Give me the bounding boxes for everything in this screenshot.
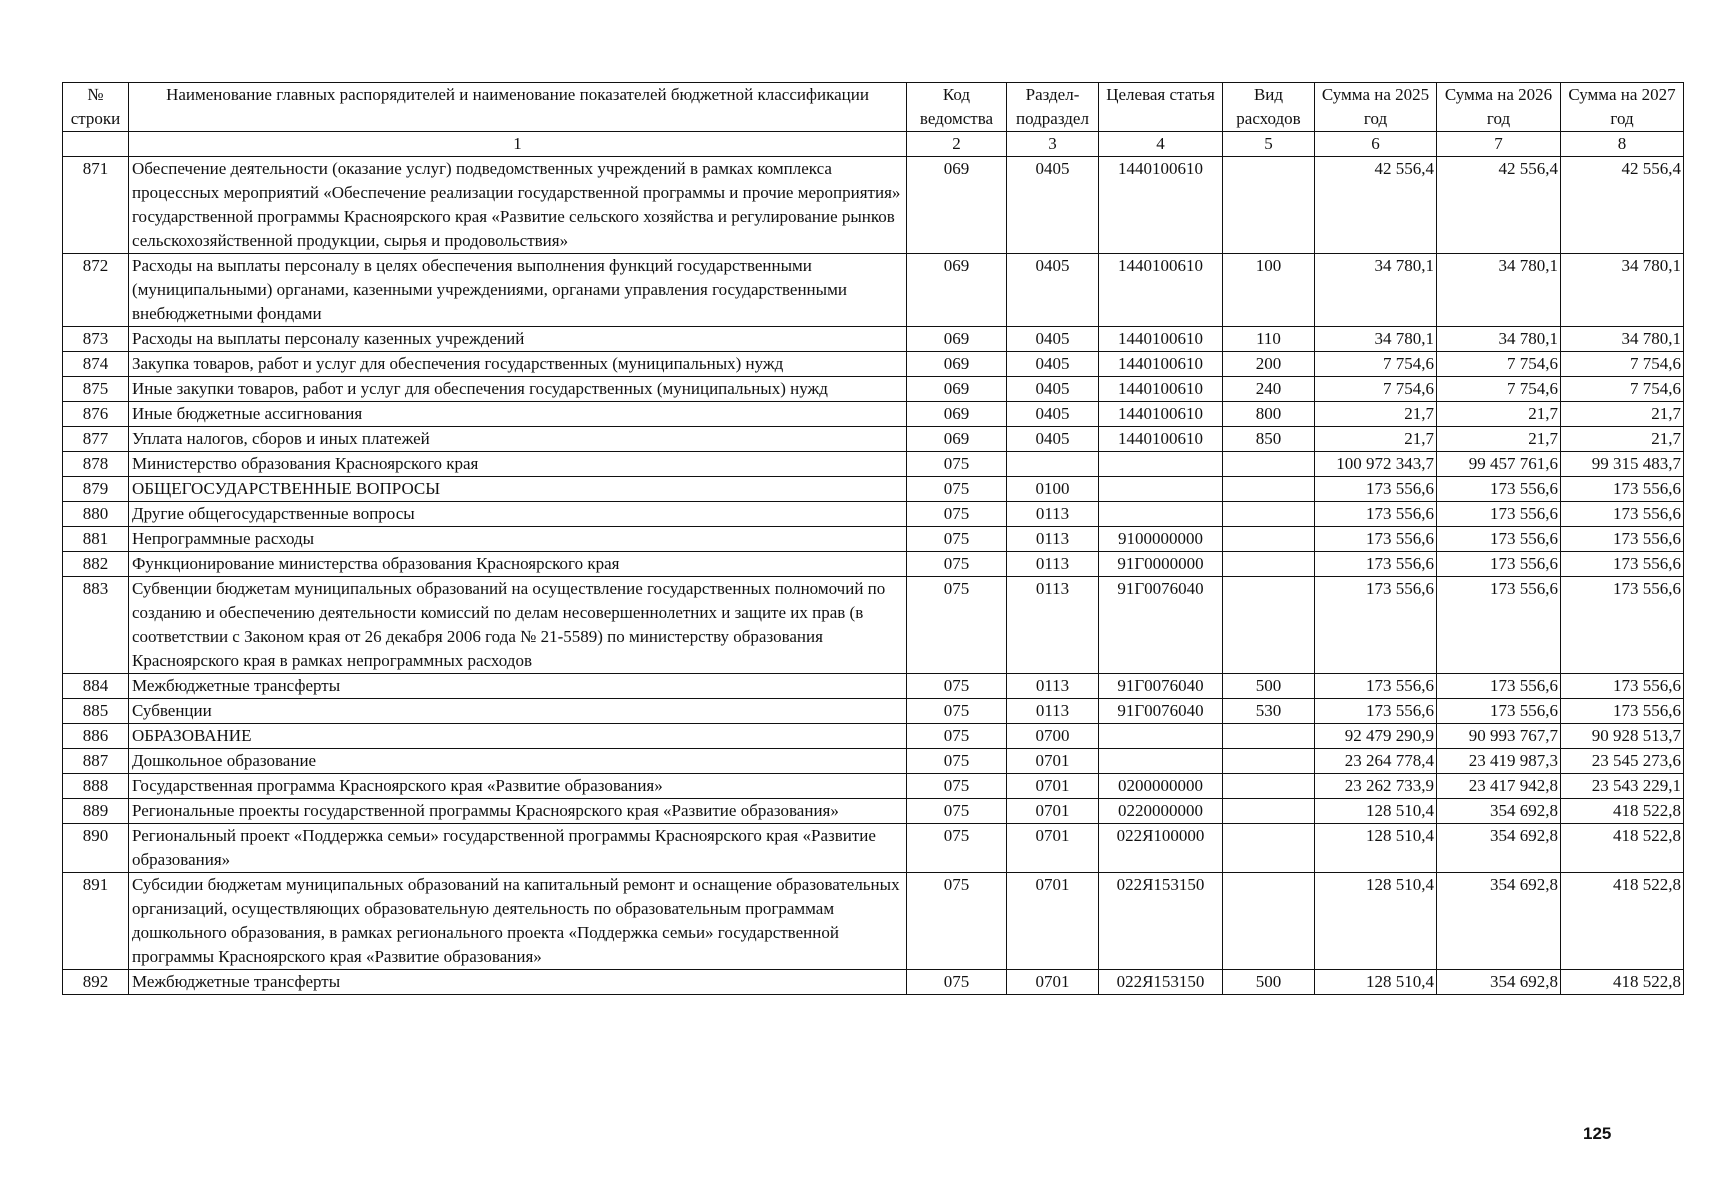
row-number: 871 [63, 157, 129, 254]
row-dept-code: 069 [907, 254, 1007, 327]
row-target-code: 1440100610 [1099, 427, 1223, 452]
row-dept-code: 075 [907, 799, 1007, 824]
row-section-code: 0701 [1007, 970, 1099, 995]
table-row [63, 527, 1684, 552]
row-sum-2026: 21,7 [1437, 402, 1561, 427]
row-sum-2026: 173 556,6 [1437, 699, 1561, 724]
row-sum-2027: 418 522,8 [1561, 799, 1684, 824]
row-sum-2026: 23 417 942,8 [1437, 774, 1561, 799]
row-section-code: 0405 [1007, 377, 1099, 402]
row-sum-2025: 173 556,6 [1315, 577, 1437, 674]
row-expense-type [1223, 527, 1315, 552]
row-name: ОБЩЕГОСУДАРСТВЕННЫЕ ВОПРОСЫ [129, 477, 907, 502]
row-expense-type [1223, 774, 1315, 799]
row-sum-2025: 100 972 343,7 [1315, 452, 1437, 477]
row-section-code: 0113 [1007, 527, 1099, 552]
row-sum-2025: 128 510,4 [1315, 873, 1437, 970]
table-row [63, 452, 1684, 477]
row-section-code [1007, 452, 1099, 477]
row-dept-code: 075 [907, 824, 1007, 873]
row-number: 884 [63, 674, 129, 699]
table-row [63, 749, 1684, 774]
row-expense-type: 500 [1223, 970, 1315, 995]
row-expense-type [1223, 552, 1315, 577]
column-index: 6 [1315, 132, 1437, 157]
row-expense-type: 200 [1223, 352, 1315, 377]
column-index: 4 [1099, 132, 1223, 157]
row-sum-2025: 173 556,6 [1315, 477, 1437, 502]
row-sum-2025: 173 556,6 [1315, 527, 1437, 552]
table-row [63, 502, 1684, 527]
row-name: Расходы на выплаты персоналу в целях обеспечения выполнения функций государственными (муниципальными) органами, казенными учреждениями, органами управления государственными внебюджетными фондами [129, 254, 907, 327]
budget-table-container [62, 82, 1683, 995]
row-sum-2026: 173 556,6 [1437, 527, 1561, 552]
row-dept-code: 075 [907, 724, 1007, 749]
row-name: Региональный проект «Поддержка семьи» государственной программы Красноярского края «Развитие образования» [129, 824, 907, 873]
row-target-code: 1440100610 [1099, 377, 1223, 402]
row-target-code: 1440100610 [1099, 402, 1223, 427]
row-dept-code: 069 [907, 327, 1007, 352]
row-sum-2025: 7 754,6 [1315, 377, 1437, 402]
row-sum-2026: 173 556,6 [1437, 477, 1561, 502]
row-number: 874 [63, 352, 129, 377]
row-name: Непрограммные расходы [129, 527, 907, 552]
row-section-code: 0113 [1007, 502, 1099, 527]
row-section-code: 0405 [1007, 254, 1099, 327]
row-sum-2025: 128 510,4 [1315, 824, 1437, 873]
header-target: Целевая статья [1099, 83, 1223, 132]
table-row [63, 327, 1684, 352]
row-sum-2026: 354 692,8 [1437, 799, 1561, 824]
row-dept-code: 075 [907, 674, 1007, 699]
table-row [63, 824, 1684, 873]
column-index-row [63, 132, 1684, 157]
row-section-code: 0113 [1007, 699, 1099, 724]
row-target-code: 1440100610 [1099, 352, 1223, 377]
row-sum-2025: 7 754,6 [1315, 352, 1437, 377]
row-number: 889 [63, 799, 129, 824]
row-sum-2026: 354 692,8 [1437, 824, 1561, 873]
row-section-code: 0405 [1007, 157, 1099, 254]
row-section-code: 0100 [1007, 477, 1099, 502]
row-section-code: 0113 [1007, 577, 1099, 674]
row-dept-code: 075 [907, 527, 1007, 552]
row-section-code: 0701 [1007, 799, 1099, 824]
row-expense-type: 800 [1223, 402, 1315, 427]
row-sum-2027: 23 545 273,6 [1561, 749, 1684, 774]
row-section-code: 0701 [1007, 824, 1099, 873]
table-row [63, 254, 1684, 327]
column-index: 2 [907, 132, 1007, 157]
row-name: Расходы на выплаты персоналу казенных учреждений [129, 327, 907, 352]
row-sum-2026: 173 556,6 [1437, 502, 1561, 527]
row-section-code: 0113 [1007, 552, 1099, 577]
row-number: 885 [63, 699, 129, 724]
row-name: Дошкольное образование [129, 749, 907, 774]
row-dept-code: 075 [907, 749, 1007, 774]
row-target-code [1099, 452, 1223, 477]
row-target-code: 1440100610 [1099, 157, 1223, 254]
header-dept: Код ведомства [907, 83, 1007, 132]
row-sum-2026: 7 754,6 [1437, 377, 1561, 402]
row-target-code [1099, 724, 1223, 749]
row-target-code [1099, 749, 1223, 774]
row-number: 890 [63, 824, 129, 873]
row-dept-code: 075 [907, 699, 1007, 724]
row-number: 876 [63, 402, 129, 427]
row-section-code: 0405 [1007, 327, 1099, 352]
row-expense-type [1223, 452, 1315, 477]
row-dept-code: 075 [907, 502, 1007, 527]
row-name: Функционирование министерства образования Красноярского края [129, 552, 907, 577]
row-sum-2025: 21,7 [1315, 402, 1437, 427]
column-index [63, 132, 129, 157]
row-expense-type [1223, 577, 1315, 674]
row-sum-2027: 99 315 483,7 [1561, 452, 1684, 477]
row-expense-type [1223, 477, 1315, 502]
row-sum-2026: 23 419 987,3 [1437, 749, 1561, 774]
row-sum-2027: 42 556,4 [1561, 157, 1684, 254]
row-expense-type: 850 [1223, 427, 1315, 452]
row-dept-code: 075 [907, 577, 1007, 674]
row-number: 880 [63, 502, 129, 527]
row-sum-2025: 42 556,4 [1315, 157, 1437, 254]
table-row [63, 799, 1684, 824]
header-section: Раздел-подраздел [1007, 83, 1099, 132]
table-row [63, 873, 1684, 970]
row-target-code: 9100000000 [1099, 527, 1223, 552]
table-row [63, 577, 1684, 674]
row-sum-2025: 92 479 290,9 [1315, 724, 1437, 749]
row-number: 879 [63, 477, 129, 502]
row-number: 887 [63, 749, 129, 774]
row-name: ОБРАЗОВАНИЕ [129, 724, 907, 749]
row-sum-2027: 418 522,8 [1561, 970, 1684, 995]
row-sum-2026: 354 692,8 [1437, 873, 1561, 970]
row-dept-code: 075 [907, 774, 1007, 799]
row-sum-2027: 173 556,6 [1561, 527, 1684, 552]
row-sum-2026: 99 457 761,6 [1437, 452, 1561, 477]
table-row [63, 477, 1684, 502]
row-target-code: 91Г0076040 [1099, 674, 1223, 699]
row-sum-2027: 23 543 229,1 [1561, 774, 1684, 799]
row-expense-type [1223, 724, 1315, 749]
row-dept-code: 069 [907, 157, 1007, 254]
header-sum-2025: Сумма на 2025 год [1315, 83, 1437, 132]
row-name: Государственная программа Красноярского края «Развитие образования» [129, 774, 907, 799]
row-target-code: 022Я100000 [1099, 824, 1223, 873]
row-dept-code: 075 [907, 552, 1007, 577]
row-sum-2025: 23 262 733,9 [1315, 774, 1437, 799]
row-target-code: 1440100610 [1099, 254, 1223, 327]
row-target-code: 1440100610 [1099, 327, 1223, 352]
row-sum-2027: 173 556,6 [1561, 577, 1684, 674]
table-row [63, 157, 1684, 254]
row-expense-type: 240 [1223, 377, 1315, 402]
row-expense-type [1223, 799, 1315, 824]
row-name: Межбюджетные трансферты [129, 970, 907, 995]
row-sum-2027: 90 928 513,7 [1561, 724, 1684, 749]
row-name: Другие общегосударственные вопросы [129, 502, 907, 527]
table-row [63, 352, 1684, 377]
row-section-code: 0405 [1007, 402, 1099, 427]
row-sum-2027: 173 556,6 [1561, 477, 1684, 502]
row-number: 875 [63, 377, 129, 402]
row-number: 881 [63, 527, 129, 552]
row-sum-2025: 23 264 778,4 [1315, 749, 1437, 774]
row-expense-type [1223, 873, 1315, 970]
row-sum-2026: 90 993 767,7 [1437, 724, 1561, 749]
row-target-code: 022Я153150 [1099, 970, 1223, 995]
header-row-no: № строки [63, 83, 129, 132]
row-target-code: 91Г0000000 [1099, 552, 1223, 577]
row-sum-2025: 173 556,6 [1315, 674, 1437, 699]
row-section-code: 0701 [1007, 774, 1099, 799]
table-row [63, 774, 1684, 799]
row-number: 882 [63, 552, 129, 577]
row-sum-2025: 34 780,1 [1315, 254, 1437, 327]
row-expense-type [1223, 502, 1315, 527]
row-section-code: 0701 [1007, 749, 1099, 774]
row-number: 883 [63, 577, 129, 674]
row-sum-2026: 34 780,1 [1437, 254, 1561, 327]
row-sum-2026: 173 556,6 [1437, 674, 1561, 699]
row-name: Закупка товаров, работ и услуг для обеспечения государственных (муниципальных) нужд [129, 352, 907, 377]
row-sum-2027: 7 754,6 [1561, 352, 1684, 377]
row-name: Субвенции бюджетам муниципальных образований на осуществление государственных полномочий по созданию и обеспечению деятельности комиссий по делам несовершеннолетних и защите их прав (в соответствии с Законом края от 26 декабря 2006 года № 21-5589) по министерству образования Красноярского края в рамках непрограммных расходов [129, 577, 907, 674]
row-sum-2027: 418 522,8 [1561, 873, 1684, 970]
row-number: 892 [63, 970, 129, 995]
row-sum-2027: 21,7 [1561, 427, 1684, 452]
row-expense-type: 530 [1223, 699, 1315, 724]
row-dept-code: 069 [907, 377, 1007, 402]
row-name: Уплата налогов, сборов и иных платежей [129, 427, 907, 452]
row-sum-2026: 42 556,4 [1437, 157, 1561, 254]
row-expense-type [1223, 824, 1315, 873]
row-target-code: 91Г0076040 [1099, 699, 1223, 724]
table-row [63, 552, 1684, 577]
row-sum-2027: 418 522,8 [1561, 824, 1684, 873]
row-expense-type: 500 [1223, 674, 1315, 699]
row-target-code [1099, 502, 1223, 527]
row-name: Межбюджетные трансферты [129, 674, 907, 699]
row-number: 888 [63, 774, 129, 799]
header-exp-type: Вид расходов [1223, 83, 1315, 132]
row-sum-2027: 7 754,6 [1561, 377, 1684, 402]
row-sum-2025: 128 510,4 [1315, 970, 1437, 995]
row-section-code: 0113 [1007, 674, 1099, 699]
row-target-code: 022Я153150 [1099, 873, 1223, 970]
row-target-code: 91Г0076040 [1099, 577, 1223, 674]
column-index: 8 [1561, 132, 1684, 157]
row-dept-code: 069 [907, 402, 1007, 427]
row-sum-2027: 173 556,6 [1561, 699, 1684, 724]
table-row [63, 674, 1684, 699]
row-number: 886 [63, 724, 129, 749]
row-sum-2027: 34 780,1 [1561, 254, 1684, 327]
row-sum-2026: 173 556,6 [1437, 577, 1561, 674]
header-row [63, 83, 1684, 132]
row-sum-2025: 173 556,6 [1315, 699, 1437, 724]
row-name: Субвенции [129, 699, 907, 724]
row-target-code: 0220000000 [1099, 799, 1223, 824]
table-row [63, 427, 1684, 452]
row-name: Обеспечение деятельности (оказание услуг) подведомственных учреждений в рамках комплекса процессных мероприятий «Обеспечение реализации государственной программы и прочие мероприятия» государственной программы Красноярского края «Развитие сельского хозяйства и регулирование рынков сельскохозяйственной продукции, сырья и продовольствия» [129, 157, 907, 254]
table-row [63, 699, 1684, 724]
row-name: Иные бюджетные ассигнования [129, 402, 907, 427]
row-sum-2025: 173 556,6 [1315, 552, 1437, 577]
row-name: Субсидии бюджетам муниципальных образований на капитальный ремонт и оснащение образовательных организаций, осуществляющих образовательную деятельность по образовательным программам дошкольного образования, в рамках регионального проекта «Поддержка семьи» государственной программы Красноярского края «Развитие образования» [129, 873, 907, 970]
row-dept-code: 075 [907, 452, 1007, 477]
row-sum-2025: 21,7 [1315, 427, 1437, 452]
row-name: Региональные проекты государственной программы Красноярского края «Развитие образования» [129, 799, 907, 824]
row-dept-code: 069 [907, 352, 1007, 377]
column-index: 3 [1007, 132, 1099, 157]
row-sum-2026: 34 780,1 [1437, 327, 1561, 352]
table-row [63, 402, 1684, 427]
row-section-code: 0701 [1007, 873, 1099, 970]
row-sum-2027: 173 556,6 [1561, 674, 1684, 699]
row-target-code: 0200000000 [1099, 774, 1223, 799]
row-sum-2025: 34 780,1 [1315, 327, 1437, 352]
header-sum-2026: Сумма на 2026 год [1437, 83, 1561, 132]
row-sum-2025: 128 510,4 [1315, 799, 1437, 824]
row-dept-code: 075 [907, 477, 1007, 502]
row-sum-2026: 21,7 [1437, 427, 1561, 452]
row-number: 877 [63, 427, 129, 452]
row-sum-2027: 34 780,1 [1561, 327, 1684, 352]
row-sum-2027: 173 556,6 [1561, 552, 1684, 577]
table-body [63, 157, 1684, 995]
row-dept-code: 075 [907, 970, 1007, 995]
row-target-code [1099, 477, 1223, 502]
row-section-code: 0405 [1007, 427, 1099, 452]
table-row [63, 377, 1684, 402]
row-number: 873 [63, 327, 129, 352]
row-name: Иные закупки товаров, работ и услуг для обеспечения государственных (муниципальных) нужд [129, 377, 907, 402]
row-section-code: 0405 [1007, 352, 1099, 377]
row-expense-type [1223, 749, 1315, 774]
row-number: 872 [63, 254, 129, 327]
row-sum-2025: 173 556,6 [1315, 502, 1437, 527]
header-name: Наименование главных распорядителей и наименование показателей бюджетной классификации [129, 83, 907, 132]
row-number: 878 [63, 452, 129, 477]
table-row [63, 724, 1684, 749]
row-sum-2026: 173 556,6 [1437, 552, 1561, 577]
row-expense-type [1223, 157, 1315, 254]
page-number: 125 [1583, 1124, 1612, 1143]
header-sum-2027: Сумма на 2027 год [1561, 83, 1684, 132]
row-expense-type: 100 [1223, 254, 1315, 327]
row-sum-2027: 21,7 [1561, 402, 1684, 427]
row-sum-2027: 173 556,6 [1561, 502, 1684, 527]
row-dept-code: 069 [907, 427, 1007, 452]
row-name: Министерство образования Красноярского края [129, 452, 907, 477]
row-sum-2026: 7 754,6 [1437, 352, 1561, 377]
row-dept-code: 075 [907, 873, 1007, 970]
table-row [63, 970, 1684, 995]
row-number: 891 [63, 873, 129, 970]
column-index: 7 [1437, 132, 1561, 157]
budget-table [62, 82, 1684, 995]
row-sum-2026: 354 692,8 [1437, 970, 1561, 995]
column-index: 1 [129, 132, 907, 157]
row-expense-type: 110 [1223, 327, 1315, 352]
column-index: 5 [1223, 132, 1315, 157]
row-section-code: 0700 [1007, 724, 1099, 749]
